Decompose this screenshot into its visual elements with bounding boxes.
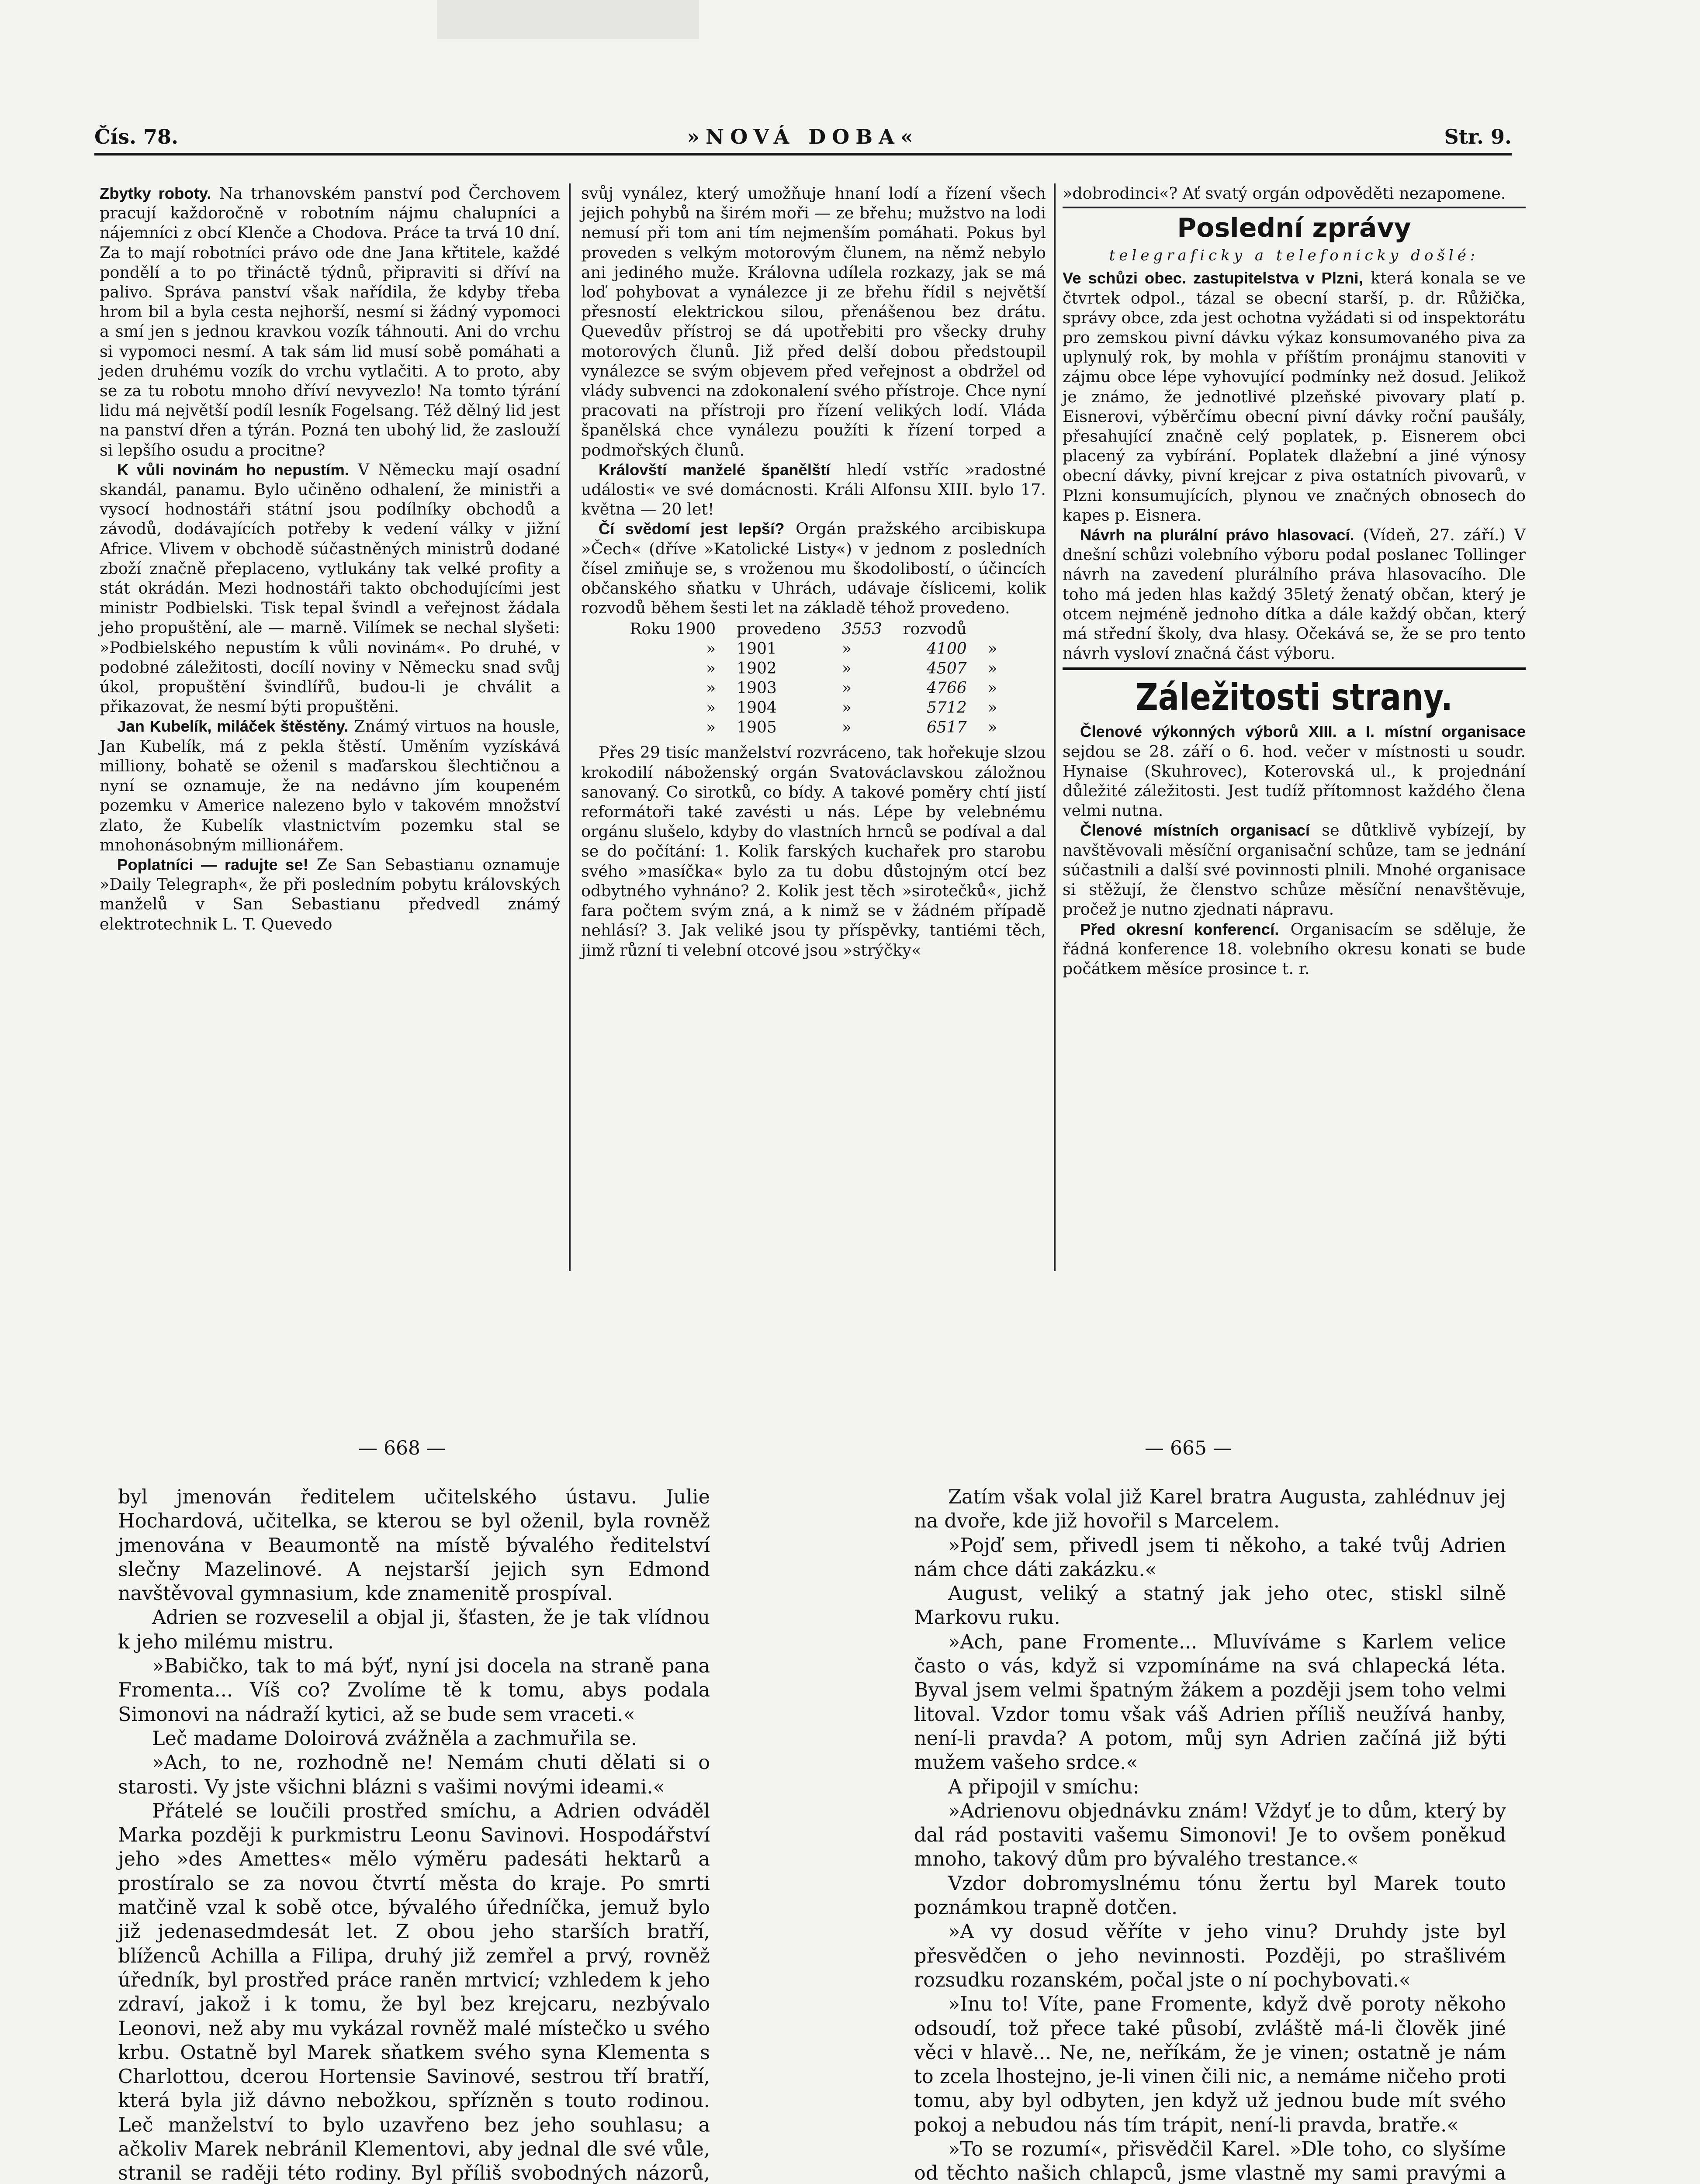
book-page-left: [118, 1485, 710, 2184]
news-column-2: [581, 183, 1046, 960]
book-page-number-left: — 668 —: [358, 1437, 446, 1459]
column-divider: [569, 183, 571, 1271]
book-paragraph: »Adrienovu objednávku znám! Vždyť je to dům, který by dal rád postaviti vašemu Simonovi! Je to ovšem poněkud mnoho, takový dům pro bývalého trestance.«: [914, 1800, 1506, 1871]
masthead-title: »NOVÁ DOBA«: [687, 125, 919, 149]
article-conscience: Čí svědomí jest lepší? Orgán pražského arcibiskupa »Čech« (dříve »Katolické Listy«) v jednom z posledních čísel zmiňuje se, s vroženou mu škodolibostí, o účincích občanského sňatku v Uhrách, udávaje číslicemi, kolik rozvodů během šesti let na základě téhož provedeno.: [581, 519, 1046, 618]
book-paragraph: »Babičko, tak to má býť, nyní jsi docela na straně pana Fromenta... Víš co? Zvolíme tě k tomu, abys podala Simonovi na nádraží kytici, až se bude sem vraceti.«: [118, 1655, 710, 1726]
section-subtitle: telegraficky a telefonicky došlé:: [1109, 247, 1479, 265]
article-taxpayers: Poplatníci — radujte se! Ze San Sebastianu oznamuje »Daily Telegraph«, že při posledním pobytu královských manželů v San Sebastianu předvedl známý elektrotechnik L. T. Quevedo: [100, 855, 560, 933]
book-paragraph: »Ach, pane Fromente... Mluvíváme s Karlem velice často o vás, když si vzpomínáme na svá chlapecká léta. Byval jsem velmi špatným žákem a později jsem toho velmi litoval. Vzdor tomu však váš Adrien příliš neužívá hanby, není-li pravda? A potom, můj syn Adrien začíná již býti mužem vašeho srdce.«: [914, 1631, 1506, 1774]
article-continuation: svůj vynález, který umožňuje hnaní lodí a řízení všech jejich pohybů na širém moři — ze břehu; mužstvo na lodi nemusí při tom ani tím nejmenším pomáhati. Pokus byl proveden s velkým motorovým člunem, na němž nebylo ani jediného muže. Královna udílela rozkazy, jak se má loď pohybovat a vynálezce ji ze břehu řídil s největší přesností elektrickou silou, přenášenou bez drátu. Quevedův přístroj se dá upotřebiti pro všecky druhy motorových člunů. Již před delší dobou předstoupil vynálezce se svým objevem před veřejnost a obdržel od vlády subvenci na zdokonalení svého přístroje. Chce nyní pracovati na přístroji pro řízení velikých lodí. Vláda španělská chce vynálezu použíti k řízení torped a podmořských člunů.: [581, 184, 1046, 460]
book-page-number-right: — 665 —: [1145, 1437, 1232, 1459]
article-continuation: »dobrodinci«? Ať svatý orgán odpověděti nezapomene.: [1063, 184, 1506, 203]
section-title-party-affairs: Záležitosti strany.: [1135, 676, 1453, 719]
book-paragraph: A připojil v smíchu:: [948, 1776, 1139, 1798]
header-rule: [94, 153, 1512, 156]
article-kubelik: Jan Kubelík, miláček štěstěny. Známý virtuos na housle, Jan Kubelík, má z pekla štěstí. Uměním vyzískává milliony, bohatě se oženil s maďarskou šlechtičnou a nyní se oznamuje, že na nedávno jím koupeném pozemku v Americe nalezeno bylo v takovém množství zlato, že Kubelík vlastnictvím pozemku stal se mnohonásobným millionářem.: [100, 717, 560, 854]
table-row: » 1901 » 4100 »: [706, 640, 997, 658]
article-district-conference: Před okresní konferencí. Organisacím se sděluje, že řádná konference 18. volebního okresu konati se bude počátkem měsíce prosince t. r.: [1063, 919, 1526, 978]
book-paragraph: Leč madame Doloirová zvážněla a zachmuřila se.: [152, 1727, 637, 1750]
paper-stain: [437, 0, 699, 39]
news-column-3: [1063, 183, 1526, 978]
section-title-latest-news: Poslední zprávy: [1177, 213, 1411, 244]
page-header: [94, 125, 1512, 152]
article-robot-remnants: Zbytky roboty. Na trhanovském panství pod Čerchovem pracují každoročně v robotním nájmu chalupníci a nájemníci z obcí Klenče a Chodova. Práce ta trvá 10 dní. Za to mají robotníci právo ode dne Jana křtitele, každé pondělí a to po třináctě týdnů, připraviti si dříví na palivo. Správa panství však nařídila, že kdyby třeba hrom bil a byla cesta nejhorší, nesmí si žádný vypomoci a smí jen s jednou kravkou vozík táhnouti. Ani do vrchu si vypomoci nesmí. A tak sám lid musí sobě pomáhati a jeden druhému vozík do vrchu vytlačiti. A to proto, aby se za tu robotu mnoho dříví nevyvezlo! Na tomto týrání lidu má největší podíl lesník Fogelsang. Též dělný lid jest na panství dřen a týrán. Pozná ten ubohý lid, že zaslouží si lepšího osudu a procitne?: [100, 184, 560, 460]
column-divider: [1054, 183, 1056, 1271]
book-paragraph: »Ach, to ne, rozhodně ne! Nemám chuti dělati si o starosti. Vy jste všichni blázni s vašimi novými ideami.«: [118, 1752, 710, 1798]
table-row: Roku 1900 provedeno 3553 rozvodů: [630, 620, 967, 639]
article-newspapers: K vůli novinám ho nepustím. V Německu mají osadní skandál, panamu. Bylo učiněno odhalení, že ministři a vysocí hodnostáři státní jsou podílníky obchodů a závodů, dodávajících potřeby k vedení války v jižní Africe. Vlivem v obchodě súčastněných ministrů dodané zboží značně přeplaceno, vytlukány tak velké profity a stát okrádán. Mezi hodnostáři takto obchodujícími jest ministr Podbielski. Tisk tepal švindl a veřejnost žádala jeho propuštění, ale — marně. Vilímek se nechal slyšeti: »Podbielského nepustím k vůli novinám«. Po druhé, v podobné záležitosti, docílí noviny v Německu snad svůj úkol, propuštění švindlířů, budou-li je chválit a přikazovat, že nesmí býti propuštěni.: [100, 460, 560, 716]
book-paragraph: Zatím však volal již Karel bratra Augusta, zahlédnuv jej na dvoře, kde již hovořil s Marcelem.: [914, 1486, 1506, 1533]
article-local-organisations: Členové místních organisací se důtklivě vybízejí, by navštěvovali měsíční organisační schůze, tam se jednání súčastnili a další své povinnosti plnili. Mnohé organisace si stěžují, že členstvo schůze měsíční nenavštěvuje, pročež je nutno zjednati nápravu.: [1063, 821, 1526, 919]
section-divider: [1063, 207, 1526, 208]
news-column-1: [100, 183, 560, 934]
page-number: Str. 9.: [1444, 125, 1512, 149]
book-paragraph: byl jmenován ředitelem učitelského ústavu. Julie Hochardová, učitelka, se kterou se byl oženil, byla rovněž jmenována v Beaumontě na místě bývalého ředitelství slečny Mazelinové. A nejstarší jejich syn Edmond navštěvoval gymnasium, kde znamenitě prospíval.: [118, 1486, 710, 1605]
book-page-right: [914, 1485, 1506, 2184]
table-row: » 1903 » 4766 »: [706, 679, 997, 698]
table-row: » 1905 » 6517 »: [706, 719, 997, 737]
book-paragraph: »Pojď sem, přivedl jsem ti někoho, a také tvůj Adrien nám chce dáti zakázku.«: [914, 1534, 1506, 1581]
article-committee-meeting: Členové výkonných výborů XIII. a I. místní organisace sejdou se 28. září o 6. hod. večer v místnosti u soudr. Hynaise (Skuhrovec), Koterovská ul., k projednání důležité záležitosti. Jest tudíž přítomnost každého člena velmi nutna.: [1063, 722, 1526, 820]
article-royal-couple: Královští manželé španělští hledí vstříc »radostné události« ve své domácnosti. Králi Alfonsu XIII. bylo 17. května — 20 let!: [581, 460, 1046, 519]
article-pilsen-council: Ve schůzi obec. zastupitelstva v Plzni, která konala se ve čtvrtek odpol., tázal se obecní starší, p. dr. Růžička, správy obce, zda jest ochotna vyžádati si od inspektorátu pro zemskou pivní dávku výkaz konsumovaného piva za uplynulý rok, by mohla v příštím pronájmu stanoviti v zájmu obce lépe vyhovující podmínky než dosud. Jelikož je známo, že jednotlivé plzeňské pivovary platí p. Eisnerovi, výběrčímu obecní pivní dávky roční paušály, přesahující značně celý poplatek, p. Eisnerem obci placený za vybírání. Poplatek dlažební a jiné výnosy obecní dávky, pivní krejcar z piva ostatních pivovarů, v Plzni konsumujících, plynou ve značných obnosech do kapes p. Eisnera.: [1063, 269, 1526, 525]
book-paragraph: Přátelé se loučili prostřed smíchu, a Adrien odváděl Marka později k purkmistru Leonu Savinovi. Hospodářství jeho »des Amettes« mělo výměru padesáti hektarů a prostíralo se za novou čtvrtí města do kraje. Po smrti matčině vzal k sobě otce, bývalého úředníčka, jemuž bylo již jedenasedmdesát let. Z obou jeho starších bratří, blíženců Achilla a Filipa, druhý již zemřel a prvý, rovněž úředník, byl prostřed práce raněn mrtvicí; vzhledem k jeho zdraví, jakož i k tomu, že byl bez krejcaru, nezbývalo Leonovi, než aby mu vykázal rovněž malé místečko u svého krbu. Ostatně byl Marek sňatkem svého syna Klementa s Charlottou, dcerou Hortensie Savinové, sestrou tří bratří, která byla již dávno nebožkou, spřízněn s touto rodinou. Leč manželství to bylo uzavřeno bez jeho souhlasu; a ačkoliv Marek nebránil Klementovi, aby jednal dle své vůle, stranil se raději této rodiny. Byl příliš svobodných názorů,: [118, 1800, 710, 2184]
book-paragraph: »A vy dosud věříte v jeho vinu? Druhdy jste byl přesvědčen o jeho nevinnosti. Později, po strašlivém rozsudku rozanském, počal jste o ní pochybovati.«: [914, 1921, 1506, 1991]
section-divider: [1063, 667, 1526, 670]
divorce-table: [619, 619, 1008, 737]
article-plural-voting: Návrh na plurální právo hlasovací. (Vídeň, 27. září.) V dnešní schůzi volebního výboru podal poslanec Tollinger návrh na zavedení plurálního práva hlasovacího. Dle toho má jeden hlas každý 35letý ženatý občan, který je otcem nejméně jednoho dítka a dále každý občan, který má střední školy, dva hlasy. Očekává se, že se pro tento návrh vysloví značná část výboru.: [1063, 525, 1526, 663]
table-row: » 1904 » 5712 »: [706, 699, 997, 717]
book-paragraph: »Inu to! Víte, pane Fromente, když dvě poroty někoho odsoudí, tož přece také působí, zvláště má-li člověk jiné věci v hlavě... Ne, ne, neříkám, že je vinen; ostatně je nám to zcela lhostejno, je-li vinen čili nic, a nemáme ničeho proti tomu, aby byl odbyten, jen když už jednou bude mít svého pokoj a nebudou nás tím trápit, není-li pravda, bratře.«: [914, 1993, 1506, 2136]
table-row: » 1902 » 4507 »: [706, 660, 997, 678]
book-paragraph: »To se rozumí«, přisvědčil Karel. »Dle toho, co slyšíme od těchto našich chlapců, jsme vlastně my sami pravými a: [914, 2138, 1506, 2184]
book-paragraph: August, veliký a statný jak jeho otec, stiskl silně Markovu ruku.: [914, 1583, 1506, 1629]
book-paragraph: Adrien se rozveselil a objal ji, šťasten, že je tak vlídnou k jeho milému mistru.: [118, 1607, 710, 1653]
article-divorce-commentary: Přes 29 tisíc manželství rozvráceno, tak hořekuje slzou krokodilí náboženský orgán Svatováclavskou záložnou sanovaný. Co sirotků, co bídy. A takové poměry chtí jistí reformátoři také zavésti u nás. Lépe by velebnému orgánu slušelo, kdyby do vlastních hrnců se podíval a dal se do počítání: 1. Kolik farských kuchařek pro starobu svého »masíčka« bylo za tu dobu důstojným otcí bez odbytného vyhnáno? 2. Kolik jest těch »sirotečků«, jichž fara počtem svým zná, a k nimž se v žádném případě nehlásí? 3. Jak veliké jsou ty příspěvky, tantiémi těch, jimž různí ti velební otcové jsou »strýčky«: [581, 743, 1046, 960]
issue-number: Čís. 78.: [94, 125, 179, 149]
book-paragraph: Vzdor dobromyslnému tónu žertu byl Marek touto poznámkou trapně dotčen.: [914, 1872, 1506, 1919]
